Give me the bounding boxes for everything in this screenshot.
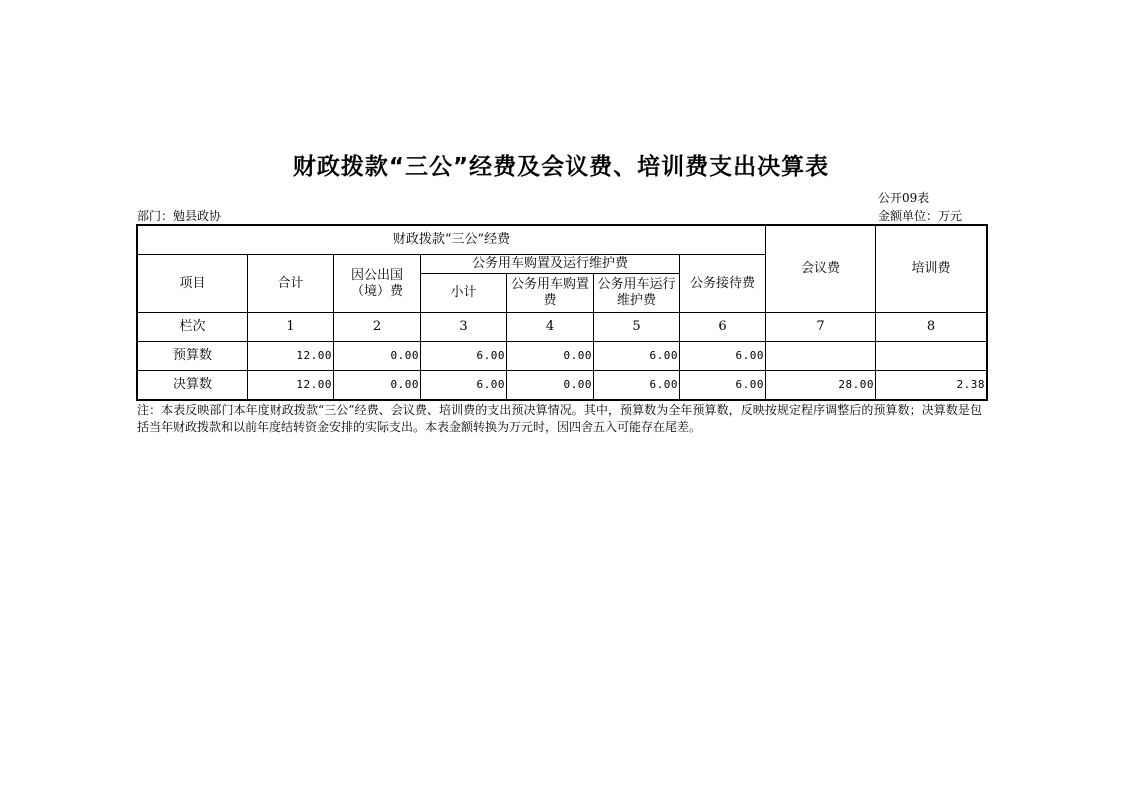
- final-vehicle-purchase: 0.00: [507, 371, 594, 400]
- column-number: 2: [334, 313, 421, 342]
- header-subtotal: 小计: [421, 274, 507, 313]
- budget-meeting: [766, 342, 876, 371]
- final-account-row: [138, 371, 987, 400]
- column-number: 3: [421, 313, 507, 342]
- header-three-public-funds: 财政拨款“三公”经费: [138, 226, 766, 255]
- budget-vehicle-subtotal: 6.00: [421, 342, 507, 371]
- final-vehicle-subtotal: 6.00: [421, 371, 507, 400]
- final-abroad: 0.00: [334, 371, 421, 400]
- budget-vehicle-running: 6.00: [594, 342, 680, 371]
- header-row-1: [138, 226, 987, 255]
- header-vehicle-fees: 公务用车购置及运行维护费: [421, 255, 680, 274]
- footnote: 注：本表反映部门本年度财政拨款“三公”经费、会议费、培训费的支出预决算情况。其中，预算数为全年预算数，反映按规定程序调整后的预算数；决算数是包括当年财政拨款和以前年度结转资金安排的实际支出。本表金额转换为万元时，因四舍五入可能存在尾差。: [137, 403, 982, 434]
- final-total: 12.00: [248, 371, 334, 400]
- column-number: 7: [766, 313, 876, 342]
- row-label-budget: 预算数: [138, 342, 248, 371]
- report-title: 财政拨款“三公”经费及会议费、培训费支出决算表: [292, 154, 830, 180]
- header-total: 合计: [248, 255, 334, 313]
- budget-vehicle-purchase: 0.00: [507, 342, 594, 371]
- budget-row: [138, 342, 987, 371]
- expenditure-table: [137, 225, 987, 400]
- column-number: 4: [507, 313, 594, 342]
- header-reception-fee: 公务接待费: [680, 255, 766, 313]
- column-number-label: 栏次: [138, 313, 248, 342]
- column-number-row: [138, 313, 987, 342]
- department-label: 部门：勉县政协: [137, 209, 222, 223]
- form-number: 公开09表: [878, 191, 930, 205]
- final-meeting: 28.00: [766, 371, 876, 400]
- column-number: 8: [876, 313, 987, 342]
- budget-reception: 6.00: [680, 342, 766, 371]
- header-abroad-fee: 因公出国（境）费: [334, 255, 421, 313]
- final-training: 2.38: [876, 371, 987, 400]
- final-vehicle-running: 6.00: [594, 371, 680, 400]
- header-vehicle-running: 公务用车运行维护费: [594, 274, 680, 313]
- final-reception: 6.00: [680, 371, 766, 400]
- budget-training: [876, 342, 987, 371]
- amount-unit-label: 金额单位：万元: [878, 209, 963, 223]
- header-vehicle-purchase: 公务用车购置费: [507, 274, 594, 313]
- budget-total: 12.00: [248, 342, 334, 371]
- header-meeting-fee: 会议费: [766, 226, 876, 313]
- column-number: 5: [594, 313, 680, 342]
- column-number: 6: [680, 313, 766, 342]
- column-number: 1: [248, 313, 334, 342]
- header-training-fee: 培训费: [876, 226, 987, 313]
- header-item: 项目: [138, 255, 248, 313]
- budget-abroad: 0.00: [334, 342, 421, 371]
- row-label-final: 决算数: [138, 371, 248, 400]
